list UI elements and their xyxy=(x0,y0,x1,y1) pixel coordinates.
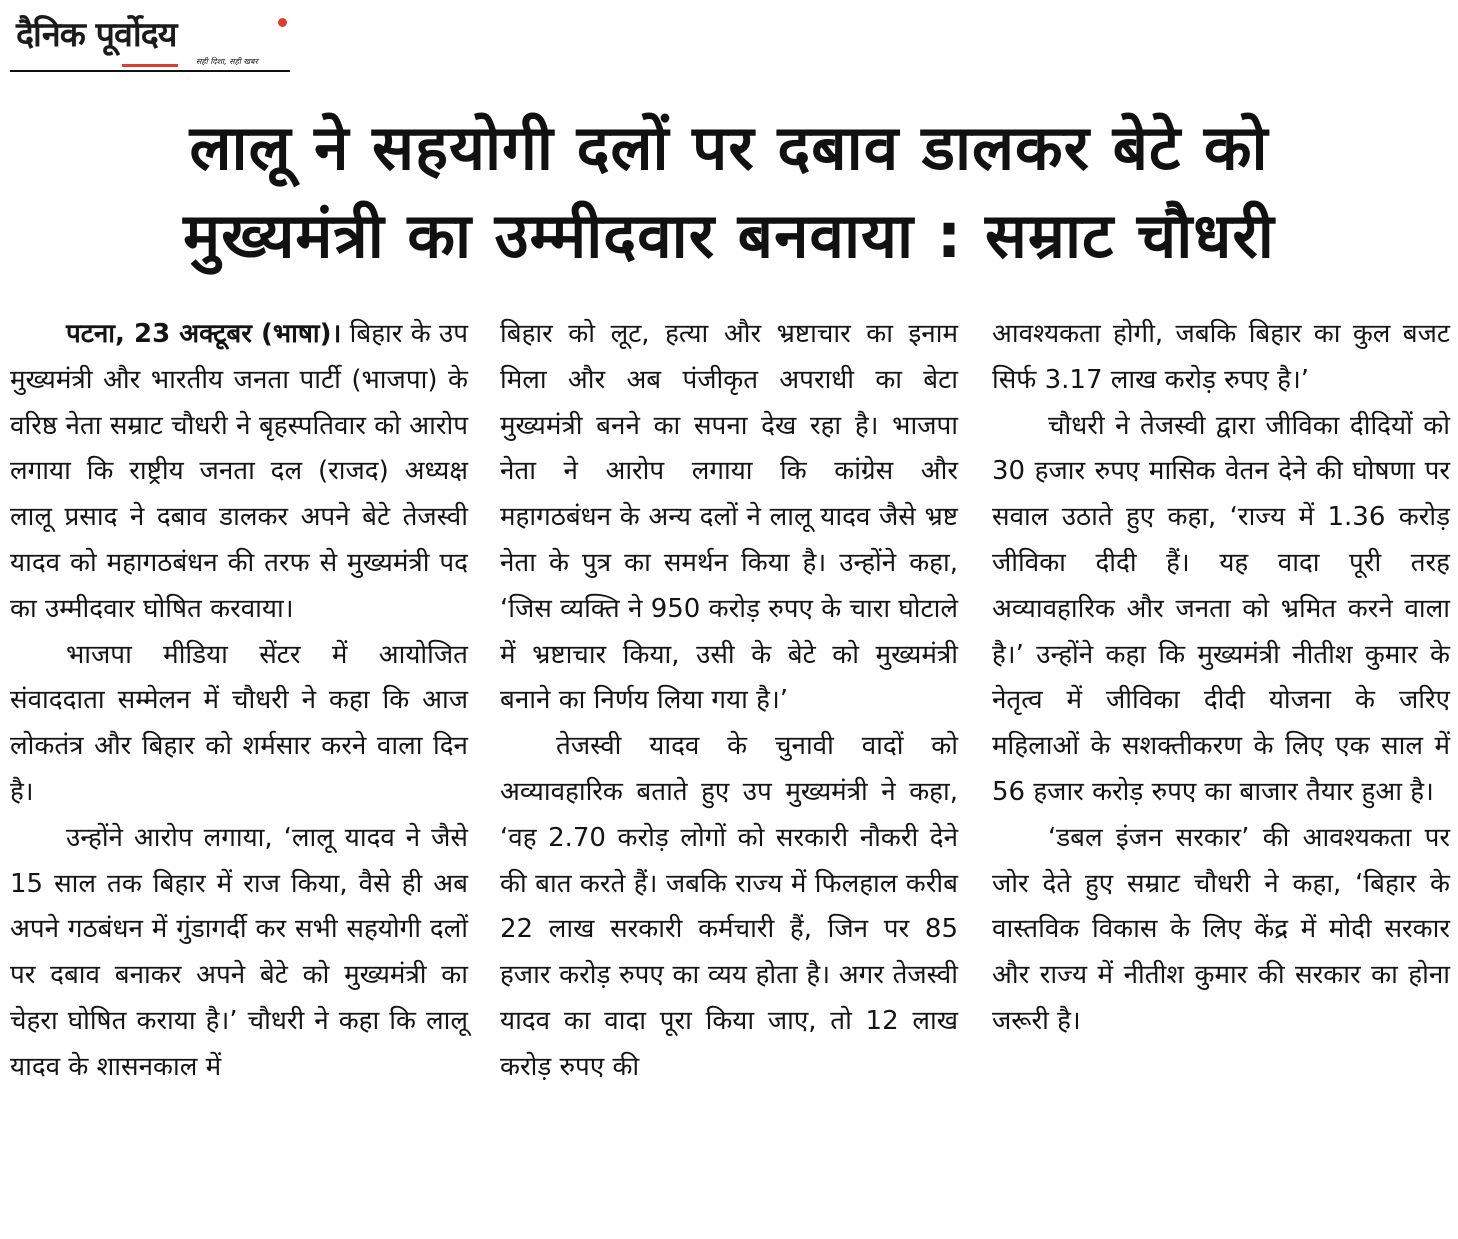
masthead-rule xyxy=(10,70,290,72)
article-body xyxy=(10,312,1450,1232)
column-3 xyxy=(992,312,1450,1045)
paragraph-2: भाजपा मीडिया सेंटर में आयोजित संवाददाता सम्मेलन में चौधरी ने कहा कि आज लोकतंत्र और बिहार को शर्मसार करने वाला दिन है। xyxy=(10,639,468,807)
dateline: पटना, 23 अक्टूबर (भाषा)। xyxy=(66,319,342,349)
paragraph-6: आवश्यकता होगी, जबकि बिहार का कुल बजट सिर्फ 3.17 लाख करोड़ रुपए है।’ xyxy=(992,319,1450,395)
paragraph-8: ‘डबल इंजन सरकार’ की आवश्यकता पर जोर देते हुए सम्राट चौधरी ने कहा, ‘बिहार के वास्तविक विकास के लिए केंद्र में मोदी सरकार और राज्य में नीतीश कुमार की सरकार का होना जरूरी है। xyxy=(992,822,1450,1036)
paragraph-7: चौधरी ने तेजस्वी द्वारा जीविका दीदियों को 30 हजार रुपए मासिक वेतन देने की घोषणा पर सवाल उठाते हुए कहा, ‘राज्य में 1.36 करोड़ जीविका दीदी हैं। यह वादा पूरी तरह अव्यावहारिक और जनता को भ्रमित करने वाला है।’ उन्होंने कहा कि मुख्यमंत्री नीतीश कुमार के नेतृत्व में जीविका दीदी योजना के जरिए महिलाओं के सशक्तीकरण के लिए एक साल में 56 हजार करोड़ रुपए का बाजार तैयार हुआ है। xyxy=(992,410,1450,807)
column-1 xyxy=(10,312,468,1091)
column-2 xyxy=(500,312,958,1091)
paragraph-lead xyxy=(10,312,468,633)
paragraph-4: बिहार को लूट, हत्या और भ्रष्टाचार का इनाम मिला और अब पंजीकृत अपराधी का बेटा मुख्यमंत्री बनने का सपना देख रहा है। भाजपा नेता ने आरोप लगाया कि कांग्रेस और महागठबंधन के अन्य दलों ने लालू यादव जैसे भ्रष्ट नेता के पुत्र का समर्थन किया है। उन्होंने कहा, ‘जिस व्यक्ति ने 950 करोड़ रुपए के चारा घोटाले में भ्रष्टाचार किया, उसी के बेटे को मुख्यमंत्री बनाने का निर्णय लिया गया है।’ xyxy=(500,319,958,716)
masthead-tagline: सही दिशा, सही खबर xyxy=(196,57,258,66)
paragraph-1-text: बिहार के उप मुख्यमंत्री और भारतीय जनता पार्टी (भाजपा) के वरिष्ठ नेता सम्राट चौधरी ने बृहस्पतिवार को आरोप लगाया कि राष्ट्रीय जनता दल (राजद) अध्यक्ष लालू प्रसाद ने दबाव डालकर अपने बेटे तेजस्वी यादव को महागठबंधन की तरफ से मुख्यमंत्री पद का उम्मीदवार घोषित करवाया। xyxy=(10,319,468,624)
headline-line-2: मुख्यमंत्री का उम्मीदवार बनवाया : सम्राट चौधरी xyxy=(183,199,1275,272)
paragraph-5: तेजस्वी यादव के चुनावी वादों को अव्यावहारिक बताते हुए उप मुख्यमंत्री ने कहा, ‘वह 2.70 करोड़ लोगों को सरकारी नौकरी देने की बात करते हैं। जबकि राज्य में फिलहाल करीब 22 लाख सरकारी कर्मचारी हैं, जिन पर 85 हजार करोड़ रुपए का व्यय होता है। अगर तेजस्वी यादव का वादा पूरा किया जाए, तो 12 लाख करोड़ रुपए की xyxy=(500,731,958,1082)
logo-dot-icon xyxy=(278,18,287,27)
logo-accent-bar xyxy=(122,64,178,67)
masthead xyxy=(10,8,290,72)
article-headline xyxy=(20,104,1438,280)
paragraph-3: उन्होंने आरोप लगाया, ‘लालू यादव ने जैसे 15 साल तक बिहार में राज किया, वैसे ही अब अपने गठबंधन में गुंडागर्दी कर सभी सहयोगी दलों पर दबाव बनाकर अपने बेटे को मुख्यमंत्री का चेहरा घोषित कराया है।’ चौधरी ने कहा कि लालू यादव के शासनकाल में xyxy=(10,822,468,1082)
newspaper-logo: दैनिक पूर्वोदय xyxy=(16,15,177,55)
headline-line-1: लालू ने सहयोगी दलों पर दबाव डालकर बेटे को xyxy=(189,111,1269,184)
